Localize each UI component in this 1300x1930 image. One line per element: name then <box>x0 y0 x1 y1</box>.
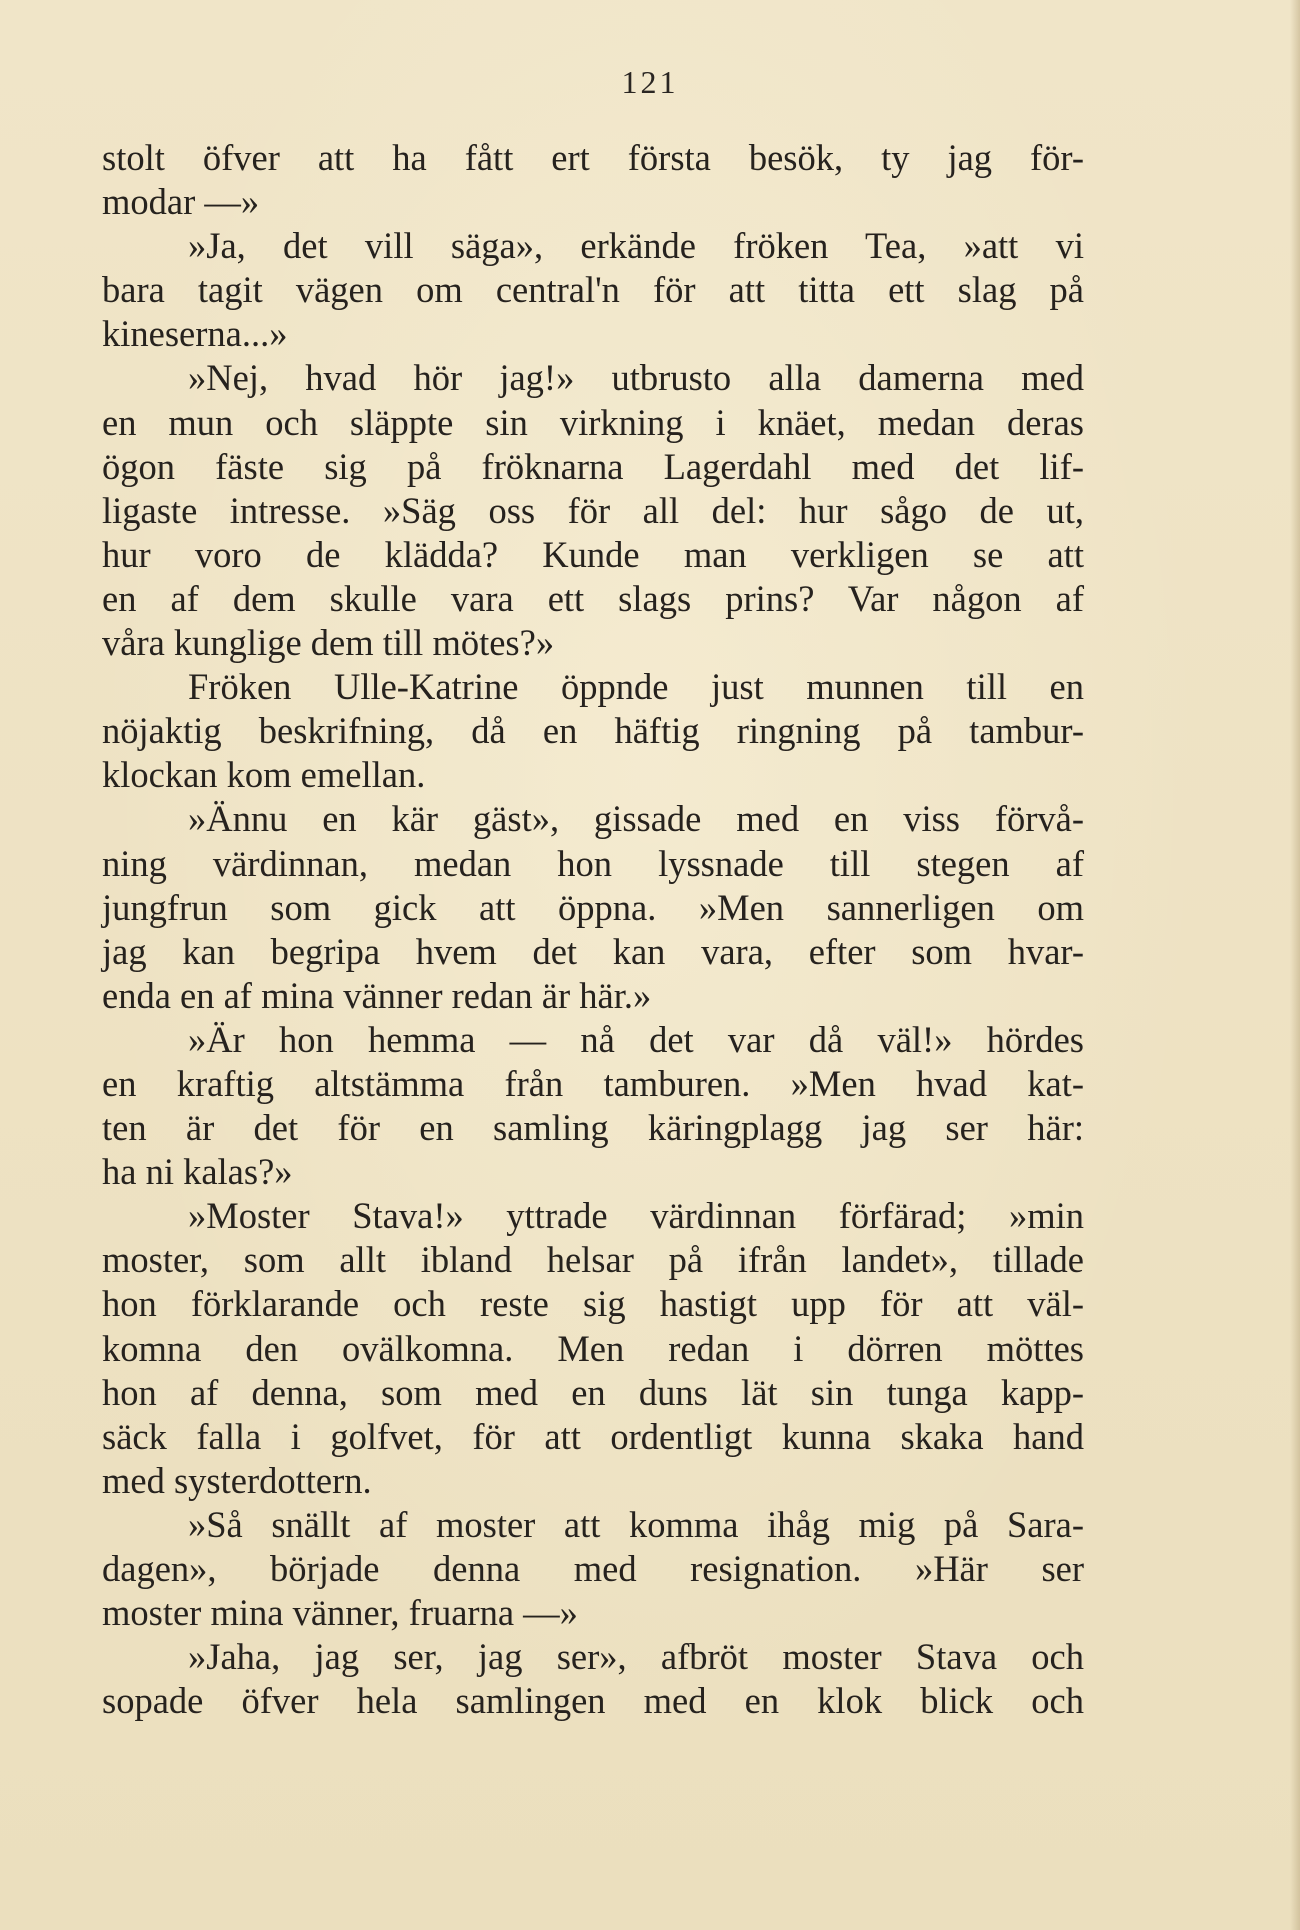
text-line: kineserna...» <box>102 313 288 355</box>
text-line: enda en af mina vänner redan är här.» <box>102 974 652 1016</box>
text-line: ha ni kalas?» <box>102 1151 293 1193</box>
text-line: hon förklarande och reste sig hastigt upp för att väl- <box>102 1283 1084 1325</box>
text-line: ning värdinnan, medan hon lyssnade till stegen af <box>102 842 1084 884</box>
text-line: ligaste intresse. »Säg oss för all del: hur sågo de ut, <box>102 489 1084 531</box>
text-line: klockan kom emellan. <box>102 754 426 796</box>
text-line: moster, som allt ibland helsar på ifrån landet», tillade <box>102 1239 1084 1281</box>
text-line: hur voro de klädda? Kunde man verkligen se att <box>102 533 1084 575</box>
text-line: jag kan begripa hvem det kan vara, efter som hvar- <box>102 930 1084 972</box>
text-line: nöjaktig beskrifning, då en häftig ringning på tambur- <box>102 710 1084 752</box>
text-line: »Så snällt af moster att komma ihåg mig på Sara- <box>188 1503 1084 1545</box>
text-line: hon af denna, som med en duns lät sin tunga kapp- <box>102 1371 1084 1413</box>
text-line: »Är hon hemma — nå det var då väl!» hördes <box>188 1018 1084 1060</box>
text-line: ten är det för en samling käringplagg jag ser här: <box>102 1107 1084 1149</box>
text-line: jungfrun som gick att öppna. »Men sannerligen om <box>102 886 1084 928</box>
text-line: en mun och släppte sin virkning i knäet, medan deras <box>102 401 1084 443</box>
text-line: med systerdottern. <box>102 1459 372 1501</box>
text-line: »Ja, det vill säga», erkände fröken Tea, »att vi <box>188 225 1084 267</box>
text-line: komna den ovälkomna. Men redan i dörren möttes <box>102 1327 1084 1369</box>
text-line: »Ännu en kär gäst», gissade med en viss förvå- <box>188 798 1084 840</box>
text-line: modar —» <box>102 181 260 223</box>
body-text <box>102 136 1084 1723</box>
text-line: en af dem skulle vara ett slags prins? Var någon af <box>102 577 1084 619</box>
text-line: ögon fäste sig på fröknarna Lagerdahl med det lif- <box>102 445 1084 487</box>
text-line: våra kunglige dem till mötes?» <box>102 622 555 664</box>
text-line: stolt öfver att ha fått ert första besök, ty jag för- <box>102 137 1084 178</box>
text-line: dagen», började denna med resignation. »Här ser <box>102 1548 1084 1589</box>
page-edge-shadow <box>1290 0 1300 1930</box>
text-line: sopade öfver hela samlingen med en klok blick och <box>102 1680 1084 1722</box>
text-line: »Moster Stava!» yttrade värdinnan förfärad; »min <box>188 1195 1084 1237</box>
text-line: säck falla i golfvet, för att ordentligt kunna skaka hand <box>102 1415 1084 1457</box>
page-number: 121 <box>621 64 679 100</box>
text-line: »Jaha, jag ser, jag ser», afbröt moster Stava och <box>188 1636 1084 1678</box>
text-line: »Nej, hvad hör jag!» utbrusto alla damerna med <box>188 357 1084 399</box>
text-line: bara tagit vägen om central'n för att titta ett slag på <box>102 269 1084 311</box>
text-line: en kraftig altstämma från tamburen. »Men hvad kat- <box>102 1062 1084 1104</box>
text-line: Fröken Ulle-Katrine öppnde just munnen till en <box>188 666 1084 708</box>
text-line: moster mina vänner, fruarna —» <box>102 1592 578 1634</box>
